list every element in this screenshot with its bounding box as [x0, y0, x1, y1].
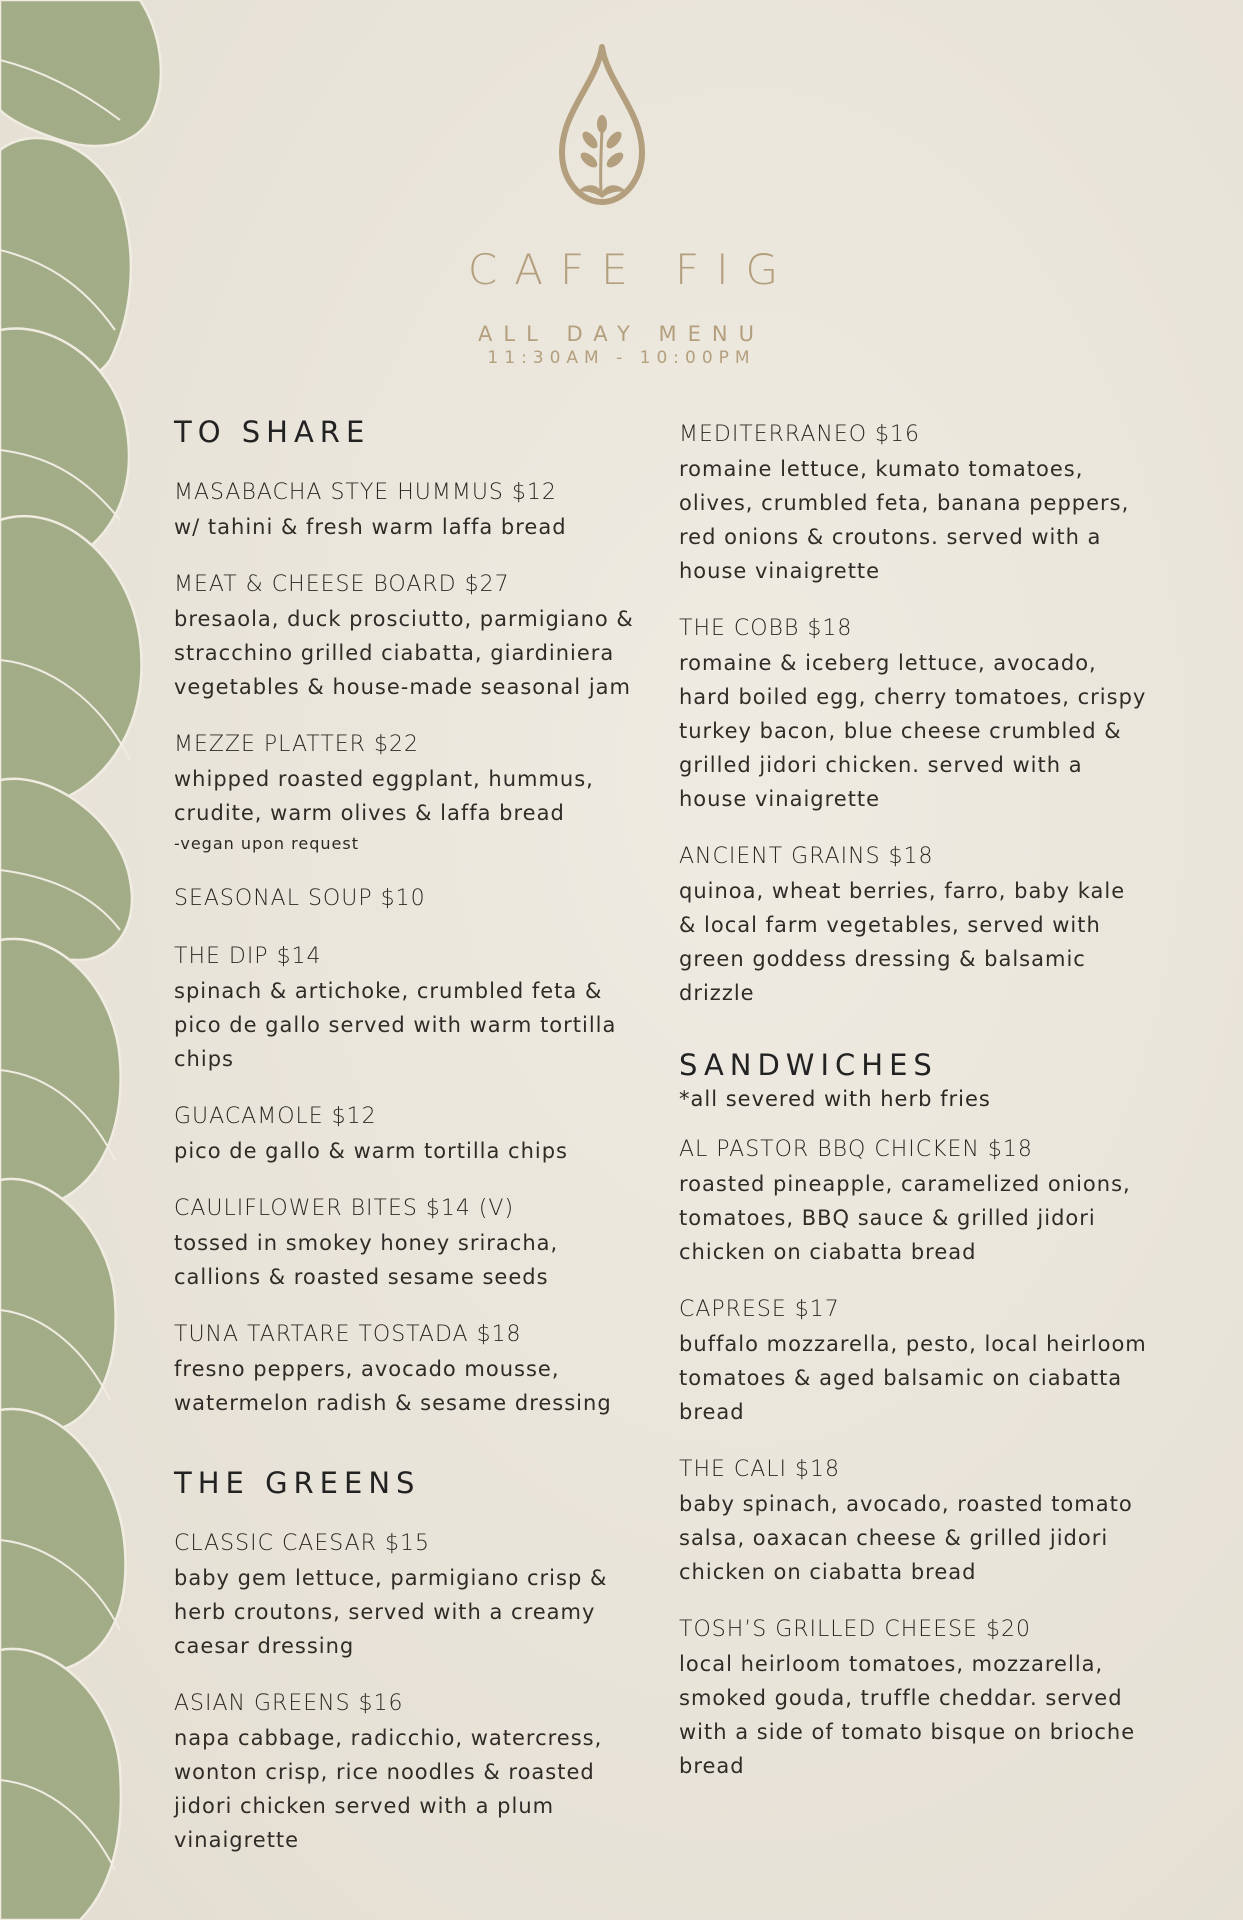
- item-name: TOSH’S GRILLED CHEESE $20: [679, 1616, 1031, 1642]
- item-name: CLASSIC CAESAR $15: [174, 1530, 430, 1556]
- menu-item: [174, 1687, 644, 1857]
- section-title-greens: THE GREENS: [174, 1465, 421, 1500]
- item-name: ANCIENT GRAINS $18: [679, 844, 934, 869]
- menu-item: [679, 612, 1149, 816]
- menu-item: [679, 1453, 1149, 1589]
- fig-drop-logo-icon: [557, 42, 647, 207]
- right-column: [679, 418, 1149, 1807]
- menu-item: [174, 728, 644, 858]
- item-name: THE DIP $14: [174, 943, 322, 969]
- item-description: baby spinach, avocado, roasted tomato salsa, oaxacan cheese & grilled jidori chicken on ciabatta bread: [679, 1491, 1133, 1584]
- item-name: THE CALI $18: [679, 1456, 841, 1482]
- item-name: TUNA TARTARE TOSTADA $18: [174, 1321, 522, 1347]
- item-name: GUACAMOLE $12: [174, 1103, 377, 1129]
- menu-item: [174, 882, 644, 916]
- menu-item: [174, 1100, 644, 1168]
- item-description: spinach & artichoke, crumbled feta & pico de gallo served with warm tortilla chips: [174, 978, 617, 1071]
- item-name: ASIAN GREENS $16: [174, 1690, 404, 1716]
- item-description: fresno peppers, avocado mousse, watermelon radish & sesame dressing: [174, 1356, 612, 1415]
- item-description: napa cabbage, radicchio, watercress, wonton crisp, rice noodles & roasted jidori chicken served with a plum vinaigrette: [174, 1725, 603, 1852]
- menu-item: [679, 1293, 1149, 1429]
- item-name: CAULIFLOWER BITES $14 (V): [174, 1195, 515, 1221]
- item-description: w/ tahini & fresh warm laffa bread: [174, 514, 567, 539]
- menu-item: [679, 1613, 1149, 1783]
- menu-hours: 11:30AM - 10:00PM: [487, 348, 756, 368]
- restaurant-name: CAFE FIG: [467, 245, 796, 294]
- section-spacer: [679, 1034, 1149, 1048]
- menu-item: [174, 1318, 644, 1420]
- item-description: bresaola, duck prosciutto, parmigiano & stracchino grilled ciabatta, giardiniera vegetables & house-made seasonal jam: [174, 606, 634, 699]
- menu-item: [679, 1133, 1149, 1269]
- item-description: romaine lettuce, kumato tomatoes, olives, crumbled feta, banana peppers, red onions & croutons. served with a house vinaigrette: [679, 457, 1130, 583]
- item-description: tossed in smokey honey sriracha, callions & roasted sesame seeds: [174, 1230, 559, 1289]
- menu-item: [679, 418, 1149, 588]
- section-spacer: [174, 1444, 644, 1466]
- item-description: local heirloom tomatoes, mozzarella, smoked gouda, truffle cheddar. served with a side of tomato bisque on brioche bread: [679, 1651, 1136, 1778]
- section-note: *all severed with herb fries: [679, 1086, 991, 1111]
- item-name: CAPRESE $17: [679, 1296, 840, 1322]
- item-description: buffalo mozzarella, pesto, local heirloom tomatoes & aged balsamic on ciabatta bread: [679, 1331, 1147, 1424]
- item-description: quinoa, wheat berries, farro, baby kale & local farm vegetables, served with green goddess dressing & balsamic drizzle: [679, 879, 1126, 1005]
- item-name: THE COBB $18: [679, 616, 853, 641]
- item-name: MEAT & CHEESE BOARD $27: [174, 571, 510, 597]
- item-description: baby gem lettuce, parmigiano crisp & herb croutons, served with a creamy caesar dressing: [174, 1565, 608, 1658]
- item-name: MASABACHA STYE HUMMUS $12: [174, 479, 557, 505]
- menu-item: [174, 476, 644, 544]
- menu-item: [174, 940, 644, 1076]
- item-note: -vegan upon request: [174, 833, 359, 853]
- menu-item: [679, 840, 1149, 1010]
- section-title-sandwiches: SANDWICHES: [679, 1048, 938, 1082]
- section-title-to-share: TO SHARE: [174, 415, 371, 449]
- item-name: MEZZE PLATTER $22: [174, 731, 419, 757]
- menu-item: [174, 568, 644, 704]
- item-name: AL PASTOR BBQ CHICKEN $18: [679, 1136, 1033, 1162]
- item-name: MEDITERRANEO $16: [679, 422, 921, 447]
- left-column: [174, 415, 644, 1881]
- item-description: whipped roasted eggplant, hummus, crudite, warm olives & laffa bread: [174, 766, 594, 825]
- item-description: pico de gallo & warm tortilla chips: [174, 1138, 568, 1163]
- item-name: SEASONAL SOUP $10: [174, 885, 426, 911]
- menu-title: ALL DAY MENU: [478, 322, 765, 346]
- menu-item: [174, 1192, 644, 1294]
- item-description: romaine & iceberg lettuce, avocado, hard boiled egg, cherry tomatoes, crispy turkey bacon, blue cheese crumbled & grilled jidori chicken. served with a house vinaigrette: [679, 651, 1147, 811]
- item-description: roasted pineapple, caramelized onions, tomatoes, BBQ sauce & grilled jidori chicken on ciabatta bread: [679, 1171, 1131, 1264]
- menu-item: [174, 1527, 644, 1663]
